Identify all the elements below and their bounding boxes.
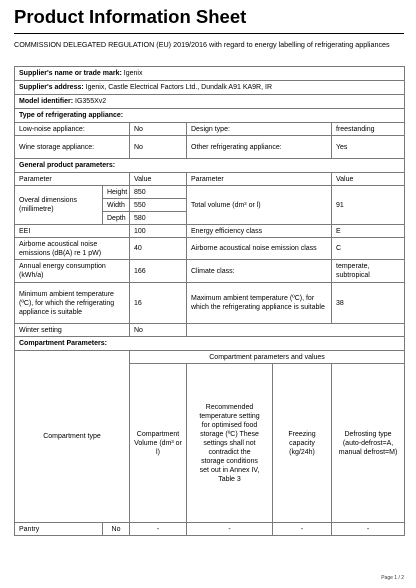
noise-emissions-value: 40 [130,238,187,260]
compartment-section-row [15,337,405,351]
design-type-label: Design type: [187,123,332,136]
ambient-temp-row [15,283,405,324]
type-section-heading: Type of refrigerating appliance: [15,109,405,123]
min-temp-label: Minimum ambient temperature (ºC), for which the refrigerating appliance is suitable [15,283,130,324]
product-info-table [14,66,405,536]
noise-row [15,238,405,260]
model-row [15,95,405,109]
model-label: Model identifier: [19,98,74,105]
low-noise-value: No [130,123,187,136]
param-header-row [15,173,405,186]
compartment-row [15,523,405,536]
param-header-parameter-2: Parameter [187,173,332,186]
compartment-volume-header: Compartment Volume (dm³ or l) [130,364,187,523]
climate-class-value: temperate, subtropical [332,260,405,283]
total-volume-value: 91 [332,186,405,225]
noise-class-label: Airborne acoustical noise emission class [187,238,332,260]
compartment-group-header: Compartment parameters and values [130,351,405,364]
compartment-type: Pantry [15,523,103,536]
eei-label: EEI [15,225,130,238]
low-noise-label: Low-noise appliance: [15,123,130,136]
design-type-value: freestanding [332,123,405,136]
low-noise-row [15,123,405,136]
width-value: 550 [130,199,187,212]
max-temp-value: 38 [332,283,405,324]
wine-storage-row [15,136,405,159]
energy-climate-row [15,260,405,283]
compartment-temp: - [187,523,273,536]
height-label: Height [103,186,130,199]
wine-storage-label: Wine storage appliance: [15,136,130,159]
noise-emissions-label: Airborne acoustical noise emissions (dB(A) re 1 pW) [15,238,130,260]
eei-row [15,225,405,238]
defrost-type-header: Defrosting type (auto-defrost=A, manual defrost=M) [332,364,405,523]
compartment-freezing: - [273,523,332,536]
general-section-heading: General product parameters: [15,159,405,173]
other-appliance-value: Yes [332,136,405,159]
param-header-value-2: Value [332,173,405,186]
page-number: Page 1 / 2 [381,575,404,581]
depth-label: Depth [103,212,130,225]
compartment-section-heading: Compartment Parameters: [15,337,405,351]
param-header-parameter: Parameter [15,173,130,186]
page-title: Product Information Sheet [14,6,247,27]
dimension-height-row [15,186,405,199]
width-label: Width [103,199,130,212]
height-value: 850 [130,186,187,199]
title-divider [14,33,404,34]
compartment-type-header: Compartment type [15,351,130,523]
depth-value: 580 [130,212,187,225]
param-header-value: Value [130,173,187,186]
supplier-name-value: Igenix [123,70,143,77]
model-value: IG355Xv2 [75,98,107,105]
compartment-group-row [15,351,405,364]
max-temp-label: Maximum ambient temperature (ºC), for which the refrigerating appliance is suitable [187,283,332,324]
supplier-address-value: Igenix, Castle Electrical Factors Ltd., Dundalk A91 KA9R, IR [85,84,273,91]
min-temp-value: 16 [130,283,187,324]
supplier-name-label: Supplier's name or trade mark: [19,70,122,77]
eei-value: 100 [130,225,187,238]
winter-row [15,324,405,337]
dimensions-label: Overal dimensions (millimetre) [15,186,103,225]
supplier-address-row [15,81,405,95]
winter-label: Winter setting [15,324,130,337]
winter-value: No [130,324,187,337]
supplier-name-row [15,67,405,81]
freezing-capacity-header: Freezing capacity (kg/24h) [273,364,332,523]
annual-energy-value: 166 [130,260,187,283]
energy-class-value: E [332,225,405,238]
other-appliance-label: Other refrigerating appliance: [187,136,332,159]
recommended-temp-header: Recommended temperature setting for optimised food storage (ºC) These settings shall not contradict the storage conditions set out in Annex IV, Table 3 [187,364,273,523]
regulation-text: COMMISSION DELEGATED REGULATION (EU) 2019/2016 with regard to energy labelling of refrigerating appliances [14,40,390,49]
compartment-defrost: - [332,523,405,536]
noise-class-value: C [332,238,405,260]
compartment-volume: - [130,523,187,536]
general-section-row [15,159,405,173]
wine-storage-value: No [130,136,187,159]
energy-class-label: Energy efficiency class [187,225,332,238]
climate-class-label: Climate class: [187,260,332,283]
annual-energy-label: Annual energy consumption (kWh/a) [15,260,130,283]
compartment-present: No [103,523,130,536]
supplier-address-label: Supplier's address: [19,84,84,91]
type-section-row [15,109,405,123]
total-volume-label: Total volume (dm³ or l) [187,186,332,225]
